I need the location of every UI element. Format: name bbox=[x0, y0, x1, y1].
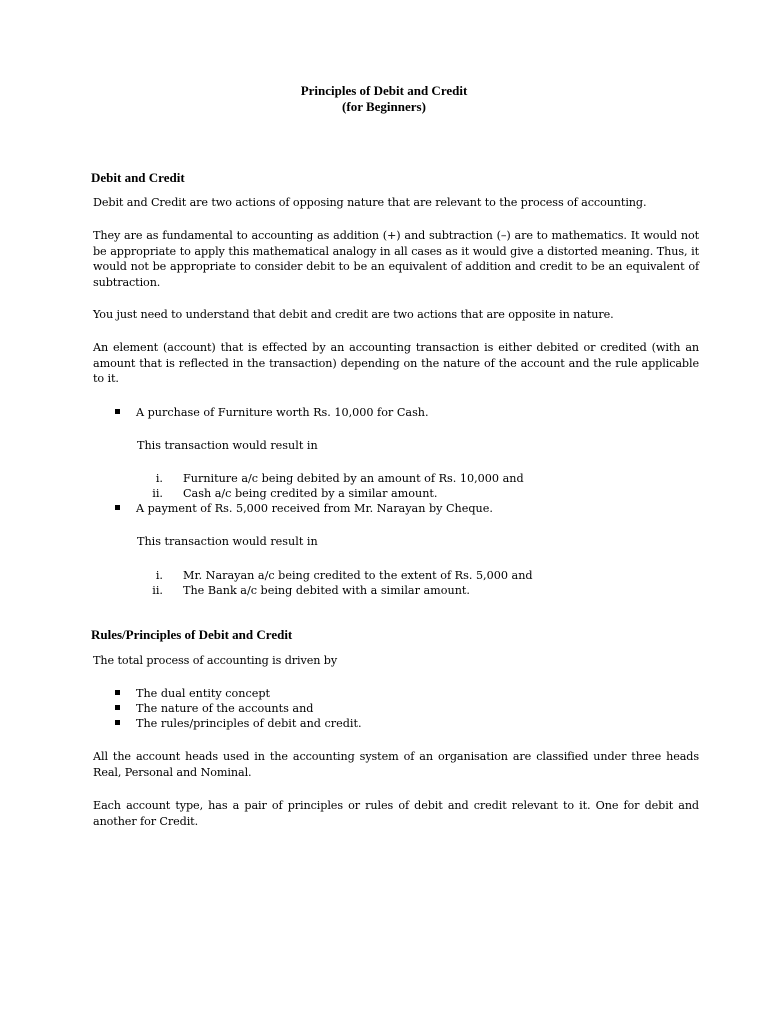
document-title bbox=[0, 83, 768, 115]
square-bullet-icon bbox=[115, 720, 120, 725]
bullet-text: A purchase of Furniture worth Rs. 10,000 for Cash. bbox=[136, 406, 429, 419]
bullet-text: The dual entity concept bbox=[136, 687, 271, 700]
bullet-item bbox=[115, 405, 715, 420]
roman-numeral: ii. bbox=[152, 487, 163, 500]
roman-numeral: i. bbox=[155, 472, 163, 485]
bullet-item bbox=[115, 716, 715, 731]
example-lead: This transaction would result in bbox=[137, 439, 318, 452]
example-lead: This transaction would result in bbox=[137, 535, 318, 548]
bullet-text: A payment of Rs. 5,000 received from Mr. Narayan by Cheque. bbox=[136, 502, 493, 515]
roman-text: Furniture a/c being debited by an amount of Rs. 10,000 and bbox=[183, 472, 524, 485]
square-bullet-icon bbox=[115, 705, 120, 710]
bullet-item bbox=[115, 701, 715, 716]
title-line-2: (for Beginners) bbox=[342, 99, 426, 114]
paragraph: All the account heads used in the accounting system of an organisation are classified under three heads Real, Personal and Nominal. bbox=[93, 750, 699, 779]
roman-text: Mr. Narayan a/c being credited to the extent of Rs. 5,000 and bbox=[183, 569, 533, 582]
paragraph: The total process of accounting is driven by bbox=[93, 654, 338, 667]
title-line-1: Principles of Debit and Credit bbox=[300, 83, 468, 98]
section-heading-rules: Rules/Principles of Debit and Credit bbox=[91, 627, 293, 642]
paragraph: An element (account) that is effected by an accounting transaction is either debited or credited (with an amount that is reflected in the transaction) depending on the nature of the account and the rule applicable to it. bbox=[93, 341, 699, 385]
roman-text: Cash a/c being credited by a similar amount. bbox=[183, 487, 438, 500]
roman-numeral: i. bbox=[155, 569, 163, 582]
paragraph: Each account type, has a pair of principles or rules of debit and credit relevant to it. One for debit and another for Credit. bbox=[93, 799, 699, 828]
square-bullet-icon bbox=[115, 505, 120, 510]
bullet-text: The rules/principles of debit and credit. bbox=[136, 717, 362, 730]
section-heading-debit-credit: Debit and Credit bbox=[91, 170, 185, 185]
roman-text: The Bank a/c being debited with a similar amount. bbox=[183, 584, 470, 597]
roman-numeral: ii. bbox=[152, 584, 163, 597]
bullet-text: The nature of the accounts and bbox=[136, 702, 314, 715]
paragraph: Debit and Credit are two actions of opposing nature that are relevant to the process of accounting. bbox=[93, 196, 647, 209]
bullet-item bbox=[115, 501, 715, 516]
paragraph: They are as fundamental to accounting as addition (+) and subtraction (–) are to mathematics. It would not be appropriate to apply this mathematical analogy in all cases as it would give a distorted meaning. Thus, it would not be appropriate to consider debit to be an equivalent of addition and credit to be an equivalent of subtraction. bbox=[93, 229, 699, 289]
paragraph: You just need to understand that debit and credit are two actions that are opposite in nature. bbox=[93, 308, 614, 321]
square-bullet-icon bbox=[115, 690, 120, 695]
bullet-item bbox=[115, 686, 715, 701]
square-bullet-icon bbox=[115, 409, 120, 414]
